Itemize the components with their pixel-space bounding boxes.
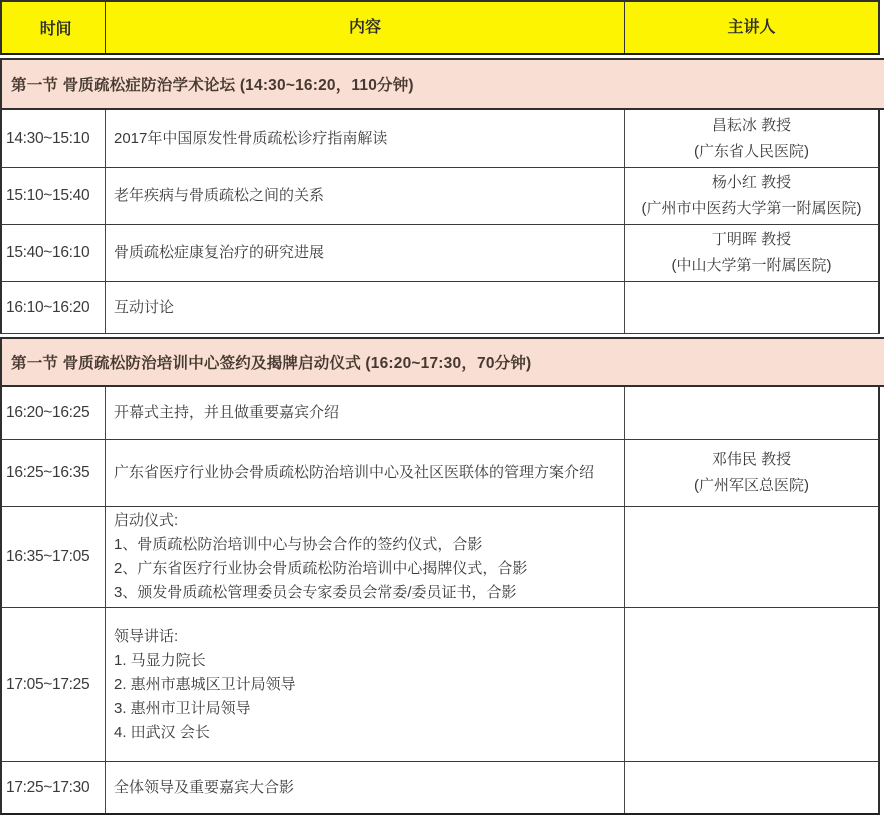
content-line: 老年疾病与骨质疏松之间的关系 — [114, 187, 325, 204]
speaker-name: 丁明晖 教授 — [711, 231, 792, 248]
content-line: 3、颁发骨质疏松管理委员会专家委员会常委/委员证书，合影 — [114, 584, 517, 601]
table-row — [0, 762, 880, 815]
content-cell — [106, 507, 625, 607]
content-line: 启动仪式: — [114, 512, 179, 529]
speaker-cell — [625, 440, 878, 506]
content-cell — [106, 387, 625, 439]
time-cell: 17:25~17:30 — [2, 762, 106, 813]
speaker-hospital: (广东省人民医院) — [694, 142, 809, 160]
content-line: 1. 马显力院长 — [114, 651, 206, 669]
time-cell: 16:20~16:25 — [2, 387, 106, 439]
time-cell: 16:35~17:05 — [2, 507, 106, 607]
speaker-cell — [625, 387, 878, 439]
speaker-cell — [625, 282, 878, 333]
content-line: 3. 惠州市卫计局领导 — [114, 699, 251, 717]
speaker-name: 邓伟民 教授 — [711, 451, 792, 468]
section-title: 第一节 骨质疏松症防治学术论坛 (14:30~16:20，110分钟) — [11, 77, 414, 94]
speaker-hospital: (中山大学第一附属医院) — [671, 257, 832, 274]
content-cell — [106, 608, 625, 761]
content-line: 全体领导及重要嘉宾大合影 — [114, 778, 295, 796]
time-cell: 14:30~15:10 — [2, 110, 106, 167]
table-row — [0, 440, 880, 507]
speaker-name: 昌耘冰 教授 — [711, 116, 792, 134]
table-row — [0, 608, 880, 762]
column-header-speaker: 主讲人 — [727, 18, 776, 36]
content-line: 互动讨论 — [114, 298, 175, 316]
speaker-hospital: (广州市中医药大学第一附属医院) — [641, 200, 862, 217]
table-row — [0, 225, 880, 282]
time-cell: 15:40~16:10 — [2, 225, 106, 281]
content-line: 4. 田武汉 会长 — [114, 723, 210, 741]
section-title: 第一节 骨质疏松防治培训中心签约及揭牌启动仪式 (16:20~17:30，70分钟) — [11, 355, 532, 372]
speaker-cell — [625, 110, 878, 167]
speaker-hospital: (广州军区总医院) — [694, 477, 809, 494]
content-line: 2017年中国原发性骨质疏松诊疗指南解读 — [114, 129, 388, 147]
column-header-content: 内容 — [106, 2, 625, 53]
content-cell — [106, 282, 625, 333]
table-row — [0, 168, 880, 225]
content-line: 开幕式主持，并且做重要嘉宾介绍 — [114, 404, 340, 421]
content-cell — [106, 225, 625, 281]
content-cell — [106, 168, 625, 224]
table-row — [0, 507, 880, 608]
time-cell: 15:10~15:40 — [2, 168, 106, 224]
section-header-1 — [0, 58, 884, 110]
content-line: 1、骨质疏松防治培训中心与协会合作的签约仪式，合影 — [114, 536, 483, 553]
content-line: 骨质疏松症康复治疗的研究进展 — [114, 244, 325, 261]
speaker-name: 杨小红 教授 — [711, 174, 792, 191]
time-cell: 17:05~17:25 — [2, 608, 106, 761]
content-line: 领导讲话: — [114, 627, 179, 645]
table-header-row — [0, 0, 880, 55]
content-cell — [106, 762, 625, 813]
speaker-cell — [625, 168, 878, 224]
time-cell: 16:10~16:20 — [2, 282, 106, 333]
speaker-cell — [625, 225, 878, 281]
table-row — [0, 387, 880, 440]
section-header-2 — [0, 337, 884, 387]
content-line: 广东省医疗行业协会骨质疏松防治培训中心及社区医联体的管理方案介绍 — [114, 464, 595, 481]
content-line: 2. 惠州市惠城区卫计局领导 — [114, 675, 296, 693]
speaker-cell — [625, 507, 878, 607]
column-header-time: 时间 — [2, 2, 106, 53]
content-cell — [106, 110, 625, 167]
content-cell — [106, 440, 625, 506]
time-cell: 16:25~16:35 — [2, 440, 106, 506]
speaker-cell — [625, 762, 878, 813]
speaker-cell — [625, 608, 878, 761]
content-line: 2、广东省医疗行业协会骨质疏松防治培训中心揭牌仪式，合影 — [114, 560, 528, 577]
table-row — [0, 110, 880, 168]
table-row — [0, 282, 880, 334]
